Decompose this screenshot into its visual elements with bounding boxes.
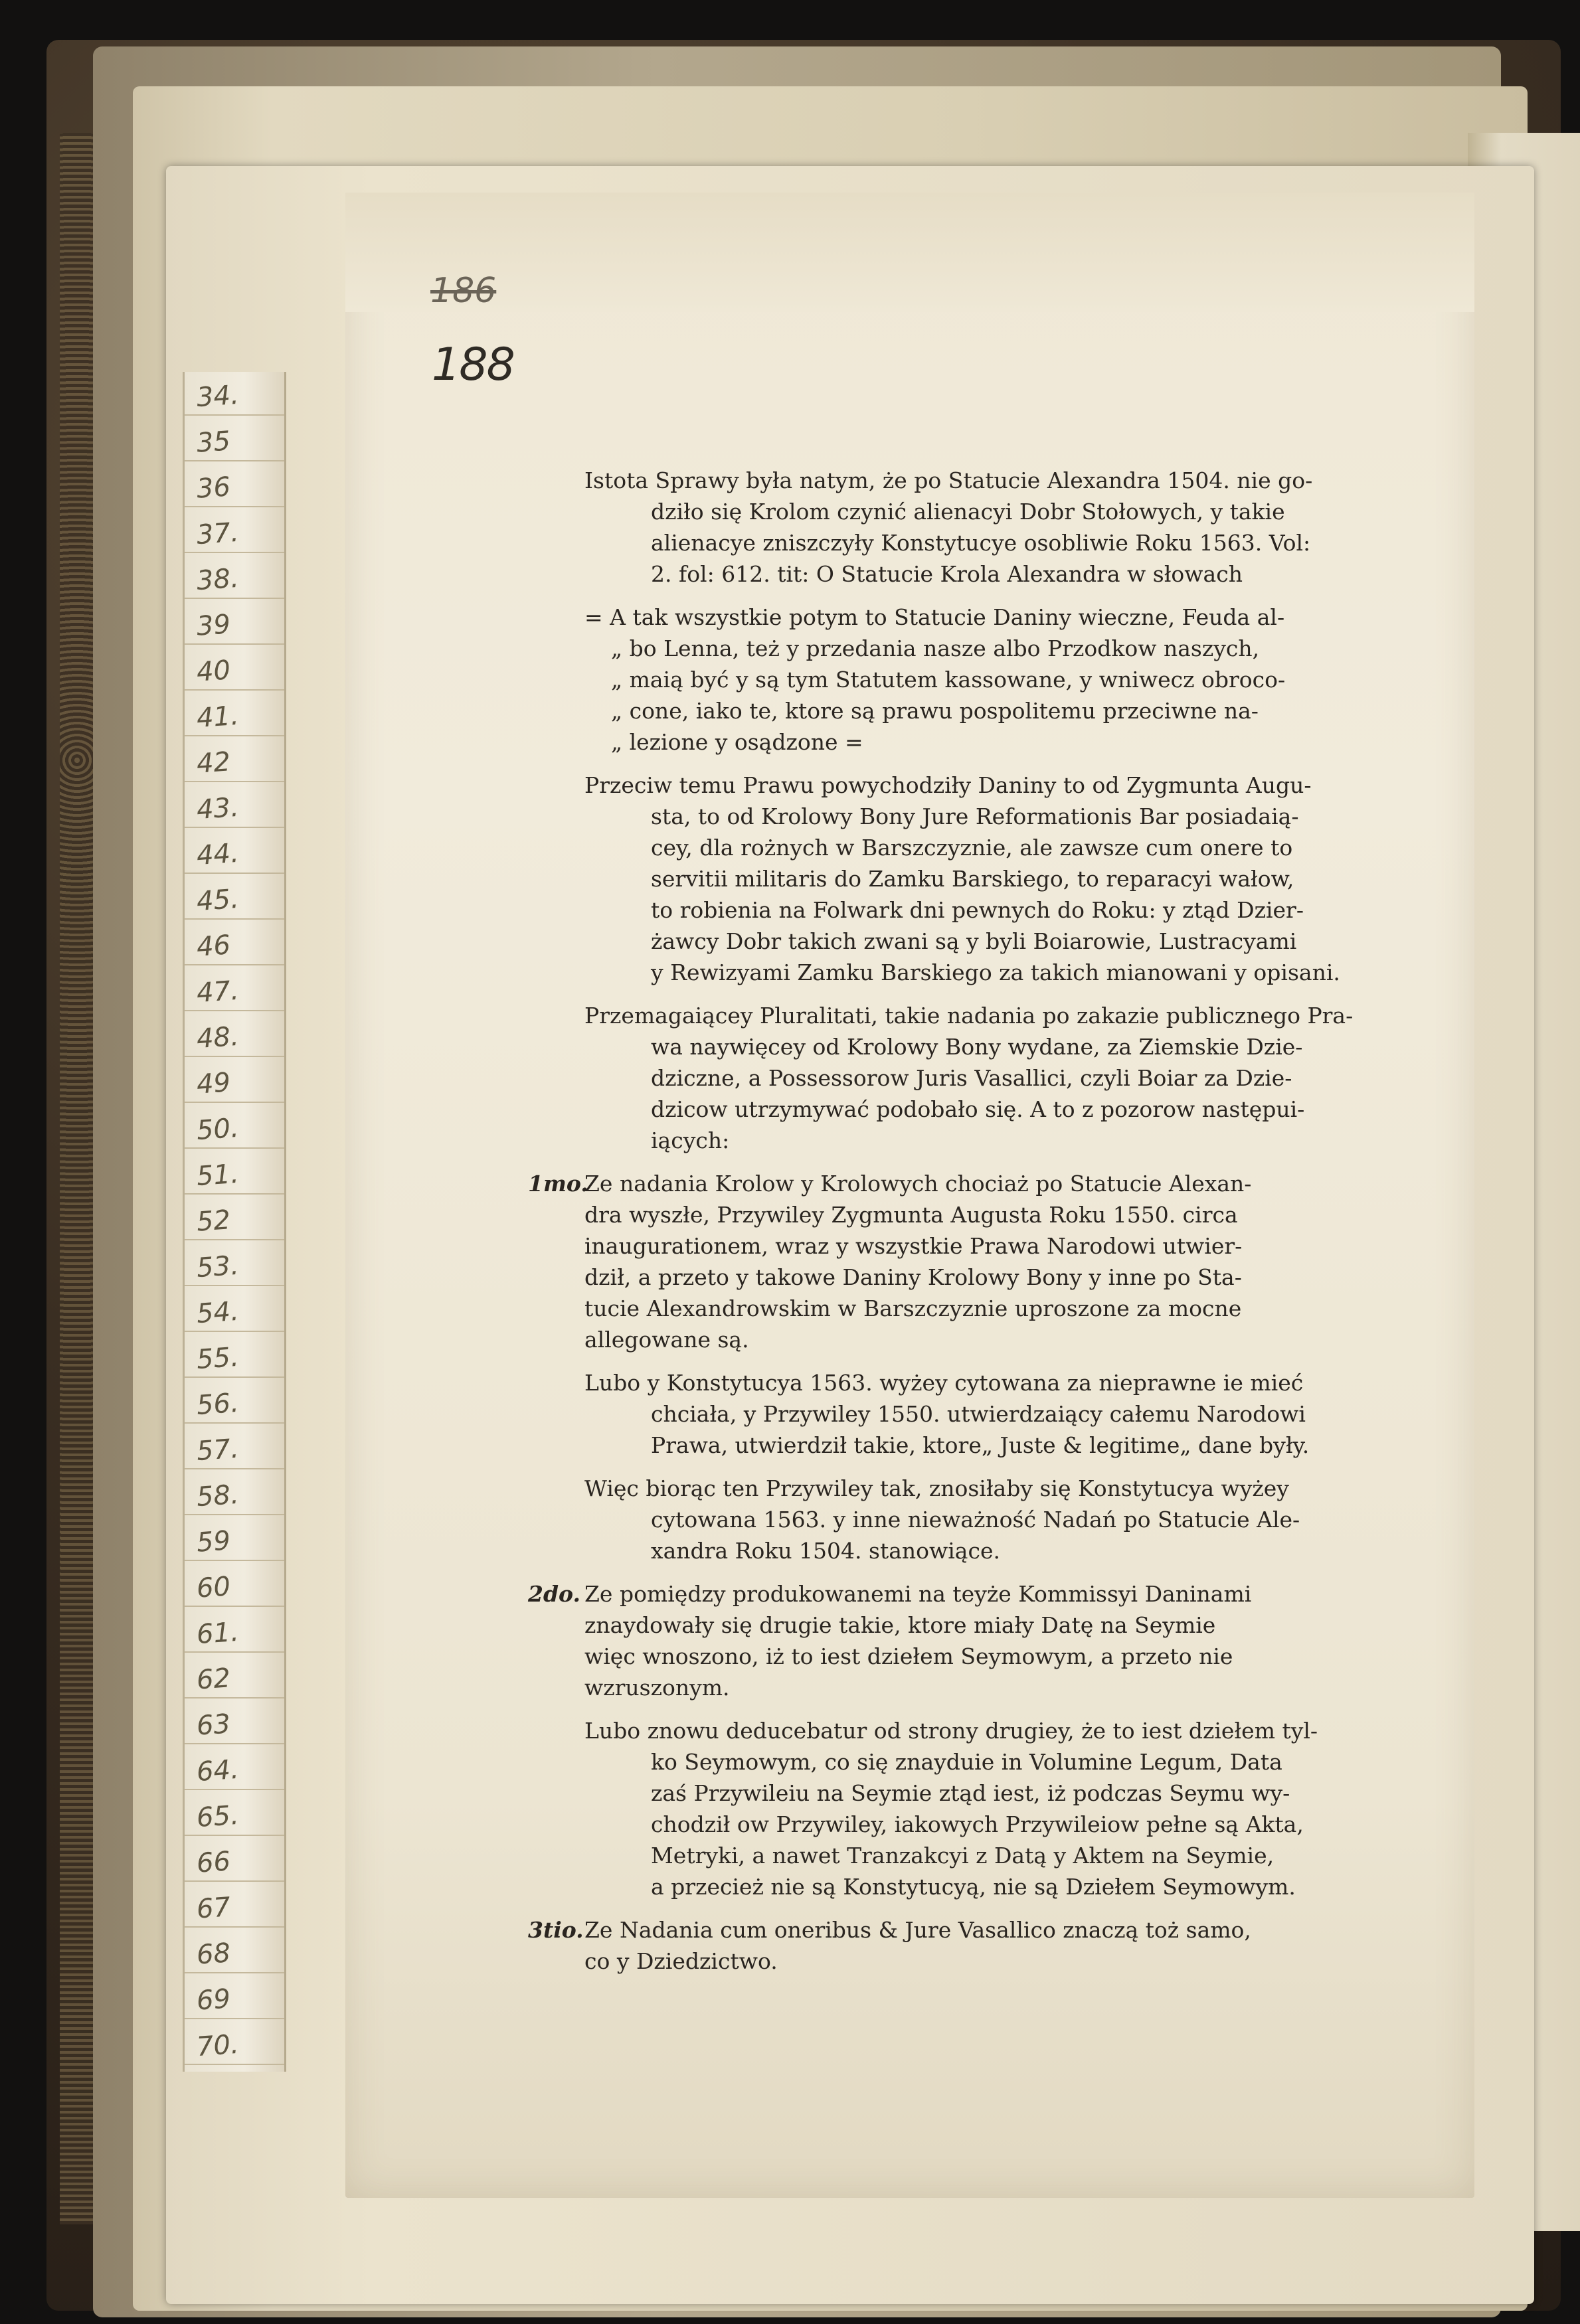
paragraph-gap	[584, 1703, 1308, 1715]
text-line: = A tak wszystkie potym to Statucie Daniny wieczne, Feuda al-	[584, 604, 1285, 630]
paragraph	[528, 1578, 1308, 1703]
text-line: iących:	[651, 1127, 730, 1153]
paragraph-gap	[584, 590, 1308, 602]
tab-divider	[185, 552, 284, 553]
tab-number: 49	[195, 1067, 232, 1100]
tab-number: 36	[195, 471, 232, 505]
tab-divider	[185, 1239, 284, 1240]
tab-number: 57.	[195, 1433, 240, 1467]
paragraph	[584, 1473, 1308, 1566]
text-line: żawcy Dobr takich zwani są y byli Boiarowie, Lustracyami	[651, 928, 1297, 954]
text-line: zaś Przywileiu na Seymie ztąd iest, iż podczas Seymu wy-	[651, 1780, 1290, 1806]
text-line: Ze Nadania cum oneribus & Jure Vasallico znaczą toż samo,	[584, 1917, 1251, 1943]
tab-divider	[185, 1376, 284, 1378]
tab-number: 63	[195, 1708, 232, 1742]
page-top-shade	[345, 193, 1474, 312]
ordinal-marker: 2do.	[528, 1581, 580, 1607]
tab-number: 60	[195, 1571, 232, 1604]
tab-divider	[185, 964, 284, 965]
paragraph	[584, 770, 1340, 988]
text-line: dra wyszłe, Przywiley Zygmunta Augusta Roku 1550. circa	[584, 1202, 1238, 1228]
tab-number: 56.	[195, 1387, 240, 1422]
text-line: to robienia na Folwark dni pewnych do Roku: y ztąd Dzier-	[651, 897, 1304, 923]
text-line: alienacye zniszczyły Konstytucye osobliwie Roku 1563. Vol:	[651, 530, 1311, 556]
text-line: co y Dziedzictwo.	[584, 1948, 778, 1974]
text-line: Więc biorąc ten Przywiley tak, znosiłaby się Konstytucya wyżey	[584, 1475, 1289, 1501]
tab-divider	[185, 1285, 284, 1286]
text-line: Przemagaiącey Pluralitati, takie nadania po zakazie publicznego Pra-	[584, 1003, 1354, 1029]
tab-number: 54.	[195, 1295, 240, 1330]
tab-divider	[185, 1331, 284, 1332]
tab-divider	[185, 460, 284, 461]
tab-number: 53.	[195, 1250, 240, 1284]
tab-number: 62	[195, 1663, 232, 1696]
tab-divider	[185, 1835, 284, 1836]
tab-divider	[185, 1743, 284, 1744]
tab-number: 59	[195, 1525, 232, 1558]
text-line: „ bo Lenna, też y przedania nasze albo Przodkow naszych,	[611, 635, 1260, 661]
tab-number: 64.	[195, 1754, 240, 1788]
tab-number: 37.	[195, 517, 240, 551]
tab-divider	[185, 1147, 284, 1149]
tab-number: 55.	[195, 1341, 240, 1376]
text-line: dziło się Krolom czynić alienacyi Dobr Stołowych, y takie	[651, 499, 1285, 525]
text-line: wa naywięcey od Krolowy Bony wydane, za Ziemskie Dzie-	[651, 1034, 1303, 1060]
tab-divider	[185, 1880, 284, 1882]
text-line: wzruszonym.	[584, 1675, 730, 1701]
text-line: 2. fol: 612. tit: O Statucie Krola Alexandra w słowach	[651, 561, 1243, 587]
text-line: znaydowały się drugie takie, ktore miały Datę na Seymie	[584, 1612, 1216, 1638]
paragraph-gap	[584, 1902, 1308, 1914]
paragraph-gap	[584, 1355, 1308, 1367]
paragraph	[584, 1715, 1318, 1902]
text-line: y Rewizyami Zamku Barskiego za takich mianowani y opisani.	[651, 959, 1340, 985]
text-line: „ cone, iako te, ktore są prawu pospolitemu przeciwne na-	[611, 698, 1259, 724]
tab-divider	[185, 1422, 284, 1424]
tab-number: 67	[195, 1892, 232, 1925]
paragraph-gap	[584, 1156, 1308, 1168]
text-line: „ maią być y są tym Statutem kassowane, y wniwecz obroco-	[611, 667, 1286, 693]
tab-divider	[185, 1789, 284, 1790]
paragraph-gap	[584, 1566, 1308, 1578]
tab-divider	[185, 2064, 284, 2065]
paragraph-gap	[584, 758, 1308, 770]
tab-number: 65.	[195, 1799, 240, 1834]
tab-number: 45.	[195, 883, 240, 918]
tab-number: 38.	[195, 562, 240, 597]
tab-number: 69	[195, 1983, 232, 2017]
tab-number: 58.	[195, 1479, 240, 1513]
tab-divider	[185, 1697, 284, 1699]
tab-divider	[185, 1651, 284, 1653]
tab-number: 46	[195, 930, 232, 963]
text-line: tucie Alexandrowskim w Barszczyznie uproszone za mocne	[584, 1295, 1242, 1321]
text-line: więc wnoszono, iż to iest dziełem Seymowym, a przeto nie	[584, 1643, 1233, 1669]
text-line: cytowana 1563. y inne nieważność Nadań po Statucie Ale-	[651, 1507, 1300, 1533]
tab-divider	[185, 918, 284, 920]
tab-number: 68	[195, 1938, 232, 1971]
paragraph-gap	[584, 1461, 1308, 1473]
tab-number: 47.	[195, 975, 240, 1009]
text-line: servitii militaris do Zamku Barskiego, to reparacyi wałow,	[651, 866, 1294, 892]
tab-divider	[185, 506, 284, 507]
tab-divider	[185, 1010, 284, 1011]
text-line: Prawa, utwierdził takie, ktore„ Juste & legitime„ dane były.	[651, 1432, 1310, 1458]
tab-divider	[185, 827, 284, 828]
tab-divider	[185, 2018, 284, 2019]
tab-number: 51.	[195, 1158, 240, 1193]
tab-divider	[185, 1560, 284, 1561]
tab-number: 40	[195, 655, 232, 688]
paragraph	[528, 1914, 1308, 1977]
text-line: xandra Roku 1504. stanowiące.	[651, 1538, 1000, 1564]
text-line: dzicow utrzymywać podobało się. A to z pozorow następui-	[651, 1096, 1305, 1122]
tab-divider	[185, 1102, 284, 1103]
text-line: Przeciw temu Prawu powychodziły Daniny to od Zygmunta Augu-	[584, 772, 1312, 798]
text-line: a przecież nie są Konstytucyą, nie są Dziełem Seymowym.	[651, 1874, 1296, 1900]
tab-number: 70.	[195, 2029, 240, 2063]
folio-number: 188	[432, 339, 514, 391]
text-line: ko Seymowym, co się znayduie in Volumine Legum, Data	[651, 1749, 1282, 1775]
text-line: sta, to od Krolowy Bony Jure Reformationis Bar posiadaią-	[651, 803, 1299, 829]
paragraph	[584, 1000, 1354, 1156]
text-line: Lubo y Konstytucya 1563. wyżey cytowana za nieprawne ie mieć	[584, 1370, 1304, 1396]
paragraph-gap	[584, 1977, 1308, 1989]
text-line: chciała, y Przywiley 1550. utwierdzaiący całemu Narodowi	[651, 1401, 1306, 1427]
tab-number: 48.	[195, 1021, 240, 1055]
tab-divider	[185, 781, 284, 782]
tab-divider	[185, 643, 284, 645]
tab-number: 41.	[195, 700, 240, 734]
tab-number: 66	[195, 1846, 232, 1879]
tab-divider	[185, 1972, 284, 1973]
tab-number: 42	[195, 746, 232, 780]
tab-divider	[185, 872, 284, 874]
tab-number: 34.	[195, 379, 240, 414]
paragraph	[528, 1168, 1308, 1355]
text-line: Metryki, a nawet Tranzakcyi z Datą y Aktem na Seymie,	[651, 1843, 1274, 1868]
text-line: cey, dla rożnych w Barszczyznie, ale zawsze cum onere to	[651, 835, 1293, 861]
text-line: dziczne, a Possessorow Juris Vasallici, czyli Boiar za Dzie-	[651, 1065, 1292, 1091]
text-line: allegowane są.	[584, 1327, 749, 1353]
paragraph	[584, 465, 1313, 590]
tab-number: 39	[195, 609, 232, 642]
tab-number: 43.	[195, 791, 240, 826]
tab-number: 44.	[195, 837, 240, 872]
tab-divider	[185, 689, 284, 691]
tab-divider	[185, 1926, 284, 1928]
tab-divider	[185, 1514, 284, 1515]
tab-divider	[185, 414, 284, 416]
tab-number: 35	[195, 426, 232, 459]
paragraph-gap	[584, 988, 1308, 1000]
text-line: Ze nadania Krolow y Krolowych chociaż po Statucie Alexan-	[584, 1171, 1252, 1197]
ordinal-marker: 3tio.	[528, 1917, 584, 1943]
old-folio-number: 186	[430, 271, 497, 311]
text-line: dził, a przeto y takowe Daniny Krolowy Bony y inne po Sta-	[584, 1264, 1242, 1290]
tab-divider	[185, 598, 284, 599]
tab-number: 52	[195, 1204, 232, 1238]
text-line: Lubo znowu deducebatur od strony drugiey, że to iest dziełem tyl-	[584, 1718, 1318, 1744]
tab-divider	[185, 1468, 284, 1469]
tab-number: 61.	[195, 1616, 240, 1651]
numbered-tab-strip	[183, 372, 286, 2072]
paragraph	[584, 602, 1308, 758]
text-line: Ze pomiędzy produkowanemi na teyże Kommissyi Daninami	[584, 1581, 1252, 1607]
tab-divider	[185, 1606, 284, 1607]
paragraph	[584, 1367, 1308, 1461]
text-line: Istota Sprawy była natym, że po Statucie Alexandra 1504. nie go-	[584, 467, 1313, 493]
page-text	[528, 465, 1354, 1989]
tab-number: 50.	[195, 1112, 240, 1147]
tab-divider	[185, 735, 284, 736]
tab-divider	[185, 1193, 284, 1195]
text-line: chodził ow Przywiley, iakowych Przywileiow pełne są Akta,	[651, 1811, 1304, 1837]
text-line: inaugurationem, wraz y wszystkie Prawa Narodowi utwier-	[584, 1233, 1243, 1259]
tab-divider	[185, 1056, 284, 1057]
text-line: „ lezione y osądzone =	[611, 729, 863, 755]
ordinal-marker: 1mo.	[528, 1171, 588, 1197]
